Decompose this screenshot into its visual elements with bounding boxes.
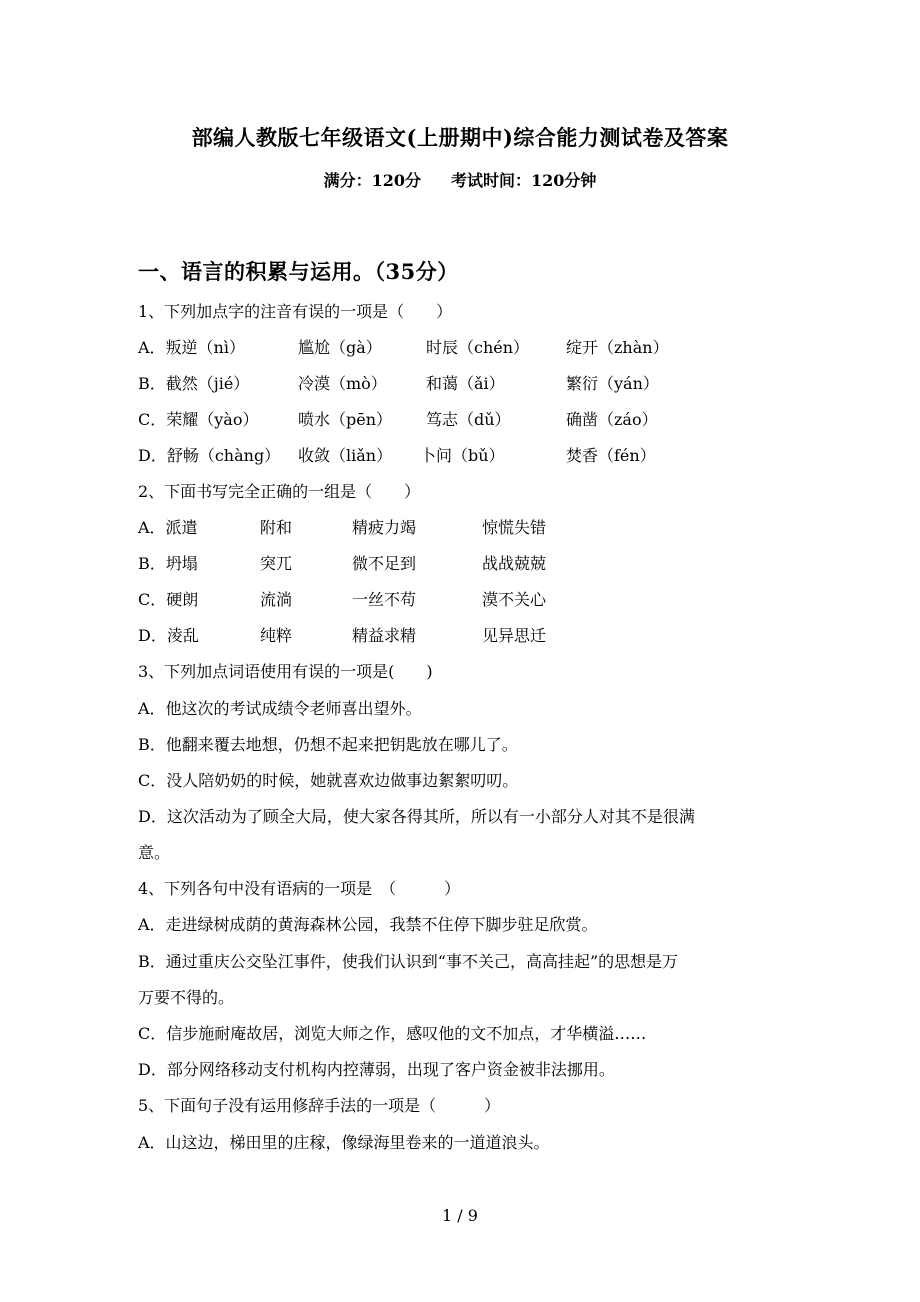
page-number: 1 / 9 xyxy=(442,1206,478,1225)
question-5-stem: 5、下面句子没有运用修辞手法的一项是（ ） xyxy=(138,1096,501,1115)
question-4-option-b: B．通过重庆公交坠江事件，使我们认识到“事不关己，高高挂起”的思想是万 xyxy=(138,952,679,971)
question-4-stem: 4、下列各句中没有语病的一项是 （ ） xyxy=(138,879,461,898)
option-cell: 繁衍（yán） xyxy=(566,374,659,393)
question-3-stem: 3、下列加点词语使用有误的一项是( ) xyxy=(138,662,433,681)
question-4-option-a: A．走进绿树成荫的黄海森林公园，我禁不住停下脚步驻足欣赏。 xyxy=(138,915,598,934)
question-4-option-c: C．信步施耐庵故居，浏览大师之作，感叹他的文不加点，才华横溢…… xyxy=(138,1024,647,1043)
question-3-option-b: B．他翻来覆去地想，仍想不起来把钥匙放在哪儿了。 xyxy=(138,735,518,754)
option-cell: 突兀 xyxy=(260,554,293,573)
option-cell: D．舒畅（chàng） xyxy=(138,446,281,465)
option-cell: 收敛（liǎn） xyxy=(298,446,393,465)
option-cell: 见异思迁 xyxy=(482,626,547,645)
question-1-stem: 1、下列加点字的注音有误的一项是（ ） xyxy=(138,302,453,321)
option-cell: 精疲力竭 xyxy=(352,518,417,537)
full-score: 满分：120分 xyxy=(323,171,421,190)
option-cell: 尴尬（gà） xyxy=(298,338,382,357)
exam-meta xyxy=(0,168,920,191)
option-cell: 卜问（bǔ） xyxy=(420,446,505,465)
page-title: 部编人教版七年级语文(上册期中)综合能力测试卷及答案 xyxy=(191,125,729,150)
option-cell: 冷漠（mò） xyxy=(298,374,387,393)
question-4-option-b-continued: 万要不得的。 xyxy=(138,988,235,1007)
option-cell: 战战兢兢 xyxy=(482,554,547,573)
option-cell: 绽开（zhàn） xyxy=(566,338,669,357)
option-cell: 纯粹 xyxy=(260,626,293,645)
question-3-option-a: A．他这次的考试成绩令老师喜出望外。 xyxy=(138,699,422,718)
question-3-option-d: D．这次活动为了顾全大局，使大家各得其所，所以有一小部分人对其不是很满 xyxy=(138,807,695,826)
option-cell: 微不足到 xyxy=(352,554,417,573)
option-cell: 精益求精 xyxy=(352,626,417,645)
section-heading: 一、语言的积累与运用。（35分） xyxy=(138,259,459,284)
option-cell: B．坍塌 xyxy=(138,554,198,573)
option-cell: 附和 xyxy=(260,518,293,537)
question-2-stem: 2、下面书写完全正确的一组是（ ） xyxy=(138,482,421,501)
option-cell: 笃志（dǔ） xyxy=(426,410,511,429)
option-cell: 时辰（chén） xyxy=(426,338,530,357)
option-cell: 焚香（fén） xyxy=(566,446,656,465)
option-cell: C．硬朗 xyxy=(138,590,199,609)
question-5-option-a: A．山这边，梯田里的庄稼，像绿海里卷来的一道道浪头。 xyxy=(138,1133,550,1152)
option-cell: B．截然（jié） xyxy=(138,374,250,393)
option-cell: A．叛逆（nì） xyxy=(138,338,245,357)
option-cell: 确凿（záo） xyxy=(566,410,658,429)
option-cell: 惊慌失错 xyxy=(482,518,547,537)
option-cell: 一丝不苟 xyxy=(352,590,417,609)
option-cell: D．淩乱 xyxy=(138,626,199,645)
question-4-option-d: D．部分网络移动支付机构内控薄弱，出现了客户资金被非法挪用。 xyxy=(138,1060,615,1079)
exam-time: 考试时间：120分钟 xyxy=(451,171,597,190)
option-cell: 流淌 xyxy=(260,590,293,609)
option-cell: 喷水（pēn） xyxy=(298,410,393,429)
option-cell: C．荣耀（yào） xyxy=(138,410,259,429)
option-cell: 和蔼（ǎi） xyxy=(426,374,505,393)
option-cell: 漠不关心 xyxy=(482,590,547,609)
question-3-option-c: C．没人陪奶奶的时候，她就喜欢边做事边絮絮叨叨。 xyxy=(138,771,519,790)
option-cell: A．派遣 xyxy=(138,518,198,537)
question-3-option-d-continued: 意。 xyxy=(138,843,171,862)
